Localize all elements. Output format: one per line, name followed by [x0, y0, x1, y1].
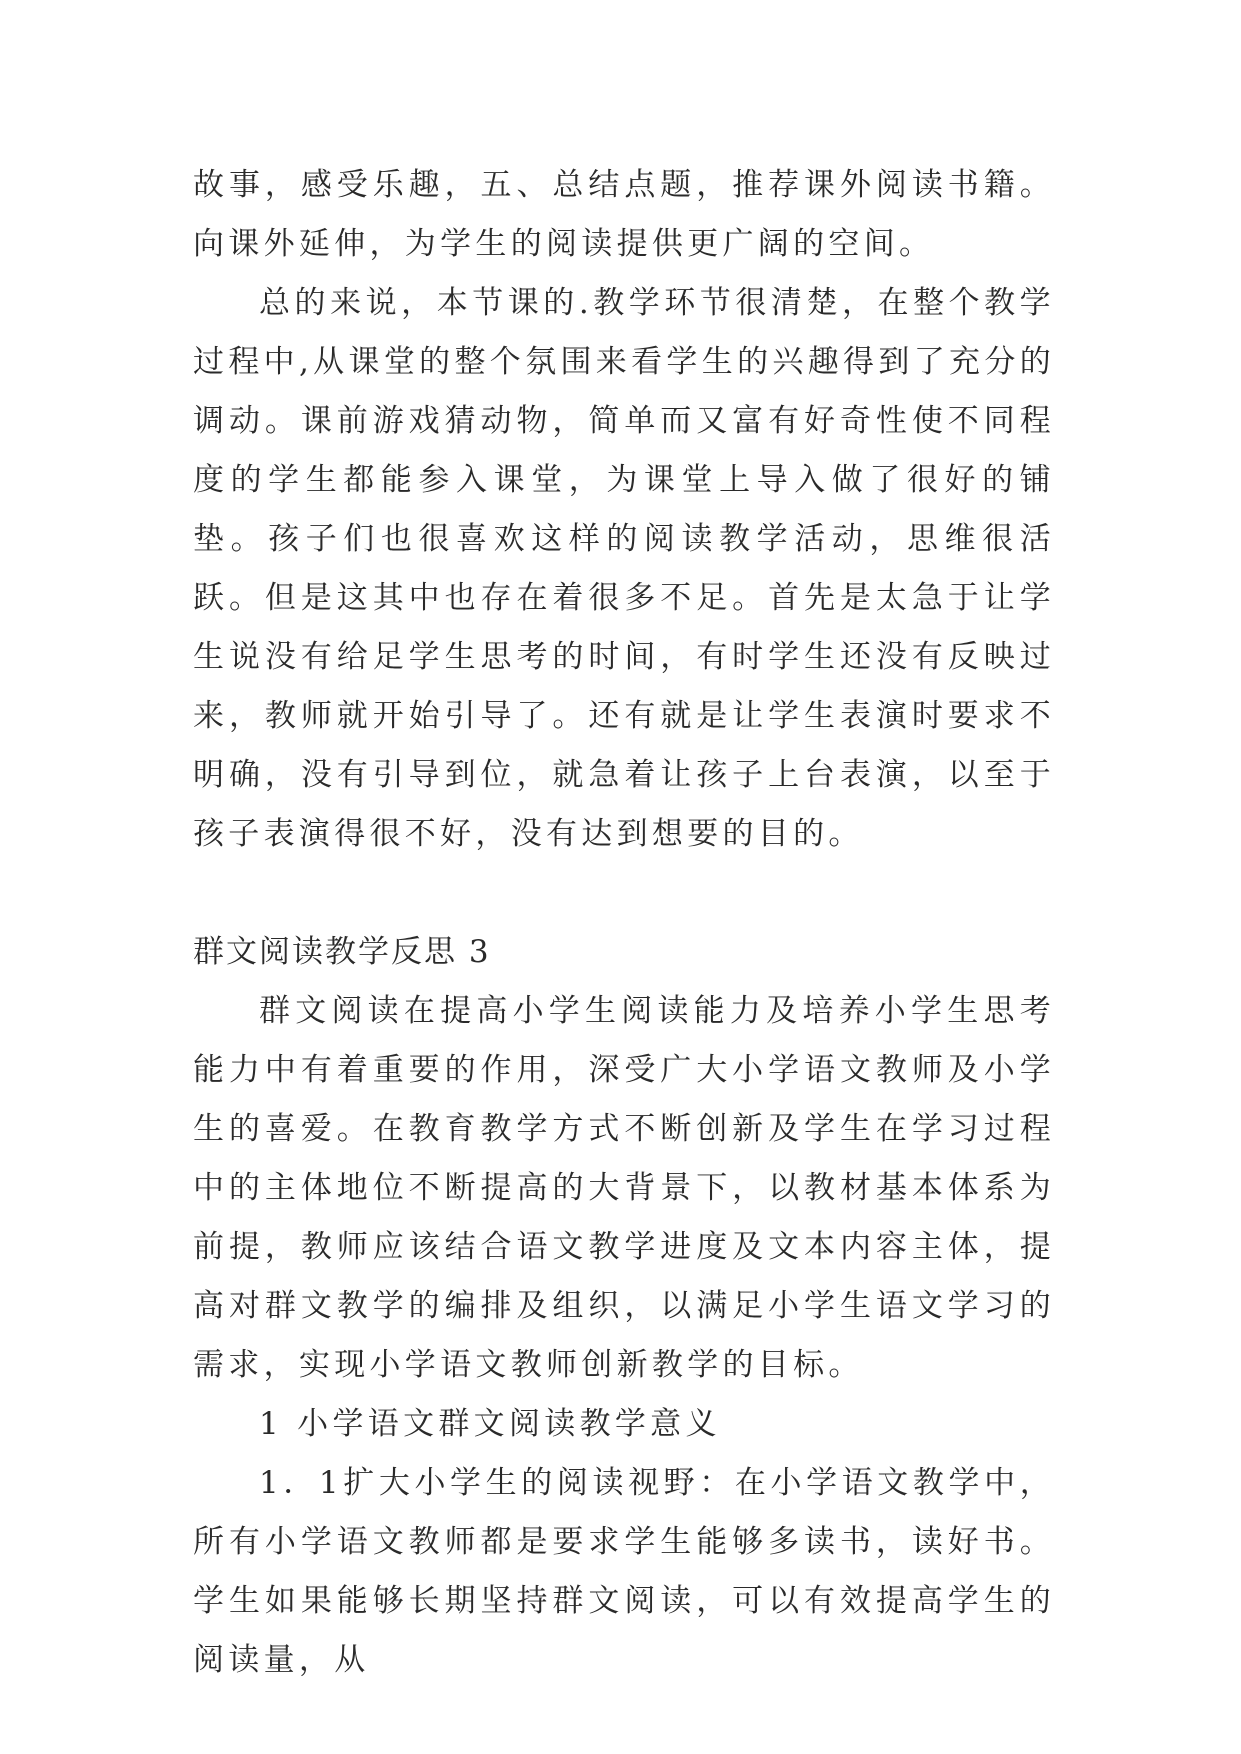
subsection-heading: 1 小学语文群文阅读教学意义: [259, 1406, 721, 1442]
paragraph-reading-vision: 1．1扩大小学生的阅读视野：在小学语文教学中，所有小学语文教师都是要求学生能够多读书，读好书。学生如果能够长期坚持群文阅读，可以有效提高学生的阅读量，从: [193, 1465, 1055, 1678]
section-heading: 群文阅读教学反思 3: [193, 934, 491, 970]
paragraph-group-reading-intro: 群文阅读在提高小学生阅读能力及培养小学生思考能力中有着重要的作用，深受广大小学语文教师及小学生的喜爱。在教育教学方式不断创新及学生在学习过程中的主体地位不断提高的大背景下，以教材基本体系为前提，教师应该结合语文教学进度及文本内容主体，提高对群文教学的编排及组织，以满足小学生语文学习的需求，实现小学语文教师创新教学的目标。: [193, 993, 1055, 1383]
paragraph-story-summary: 故事，感受乐趣，五、总结点题，推荐课外阅读书籍。向课外延伸，为学生的阅读提供更广阔的空间。: [193, 167, 1055, 262]
paragraph-lesson-reflection: 总的来说，本节课的.教学环节很清楚，在整个教学过程中,从课堂的整个氛围来看学生的兴趣得到了充分的调动。课前游戏猜动物，简单而又富有好奇性使不同程度的学生都能参入课堂，为课堂上导入做了很好的铺垫。孩子们也很喜欢这样的阅读教学活动，思维很活跃。但是这其中也存在着很多不足。首先是太急于让学生说没有给足学生思考的时间，有时学生还没有反映过来，教师就开始引导了。还有就是让学生表演时要求不明确，没有引导到位，就急着让孩子上台表演，以至于孩子表演得很不好，没有达到想要的目的。: [193, 285, 1055, 852]
document-body: [193, 156, 1055, 1690]
